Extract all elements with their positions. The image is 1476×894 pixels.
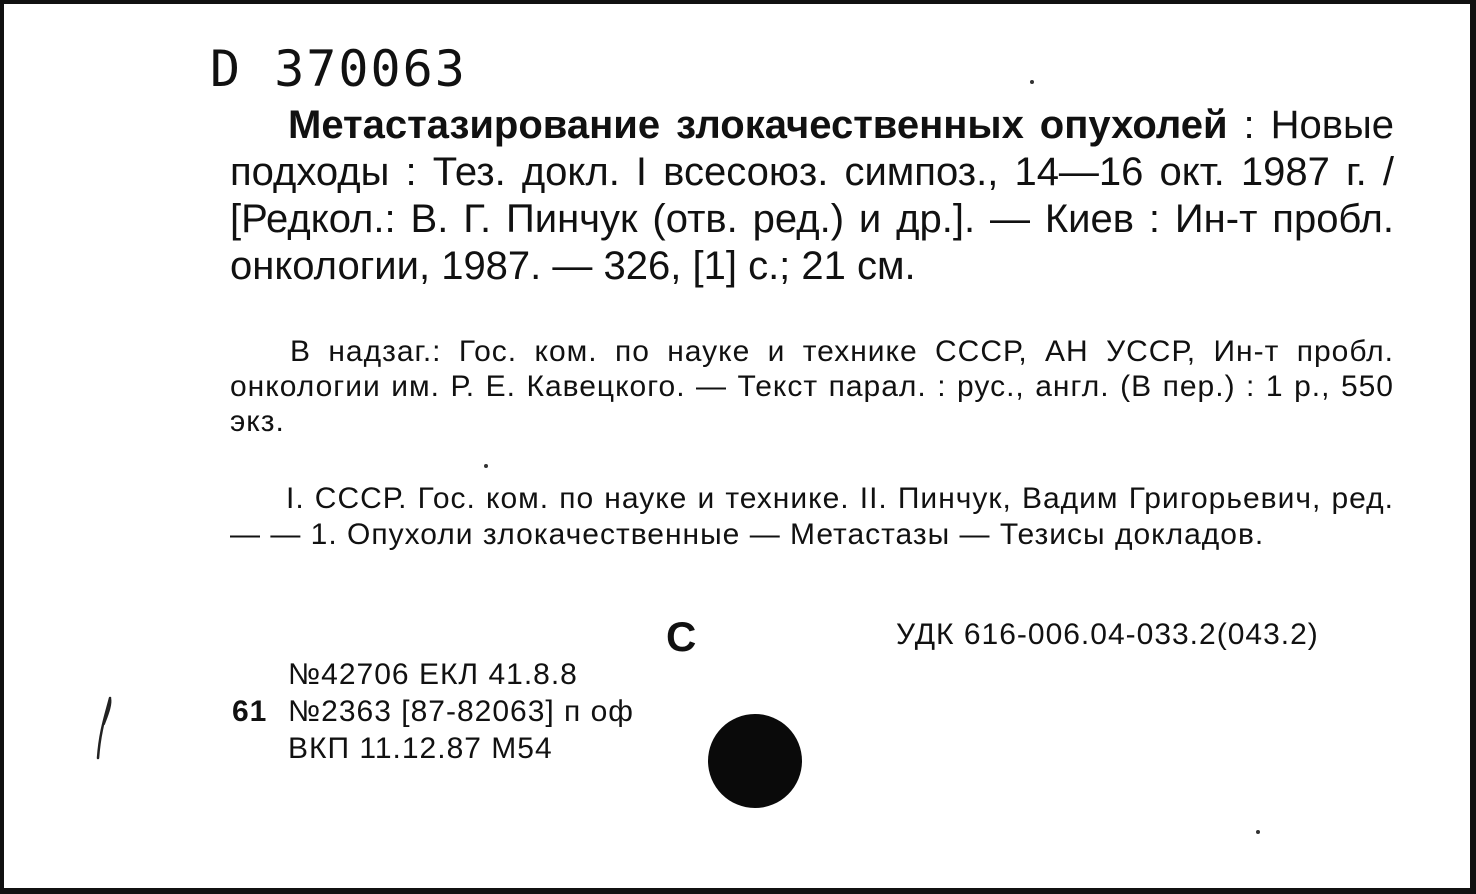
record-line-2 [232, 693, 634, 730]
pencil-mark-icon [90, 694, 120, 764]
main-description [230, 102, 1394, 290]
book-title: Метастазирование злокачественных опухолей [288, 103, 1228, 147]
publication-note: В надзаг.: Гос. ком. по науке и технике СССР, АН УССР, Ин-т пробл. онкологии им. Р. Е. Кавецкого. — Текст парал. : рус., англ. (В пер.) : 1 р., 550 экз. [230, 335, 1394, 438]
record-line-2-text: №2363 [87-82063] п оф [288, 695, 634, 728]
speck-mark [484, 464, 488, 468]
record-line-3-text: ВКП 11.12.87 М54 [288, 732, 553, 765]
udk-classification: УДК 616-006.04-033.2(043.2) [896, 618, 1319, 651]
record-line-1 [232, 656, 634, 693]
speck-mark [1256, 830, 1260, 834]
category-letter: С [666, 613, 697, 660]
shelf-mark: D 370063 [210, 40, 467, 98]
record-line-3 [232, 730, 634, 767]
speck-mark [1030, 80, 1034, 84]
record-numbers [232, 656, 634, 767]
book-details: : Новые подходы : Тез. докл. I всесоюз. симпоз., 14—16 окт. 1987 г. / [Редкол.: В. Г. Пинчук (отв. ред.) и др.]. — Киев : Ин-т пробл. онкологии, 1987. — 326, [1] с.; 21 см. [230, 103, 1394, 288]
record-prefix: 61 [232, 695, 268, 728]
record-line-1-text: №42706 ЕКЛ 41.8.8 [288, 658, 578, 691]
punch-hole [708, 714, 802, 808]
subject-tracings: I. СССР. Гос. ком. по науке и технике. II. Пинчук, Вадим Григорьевич, ред. — — 1. Опухоли злокачественные — Метастазы — Тезисы докладов. [230, 482, 1394, 551]
